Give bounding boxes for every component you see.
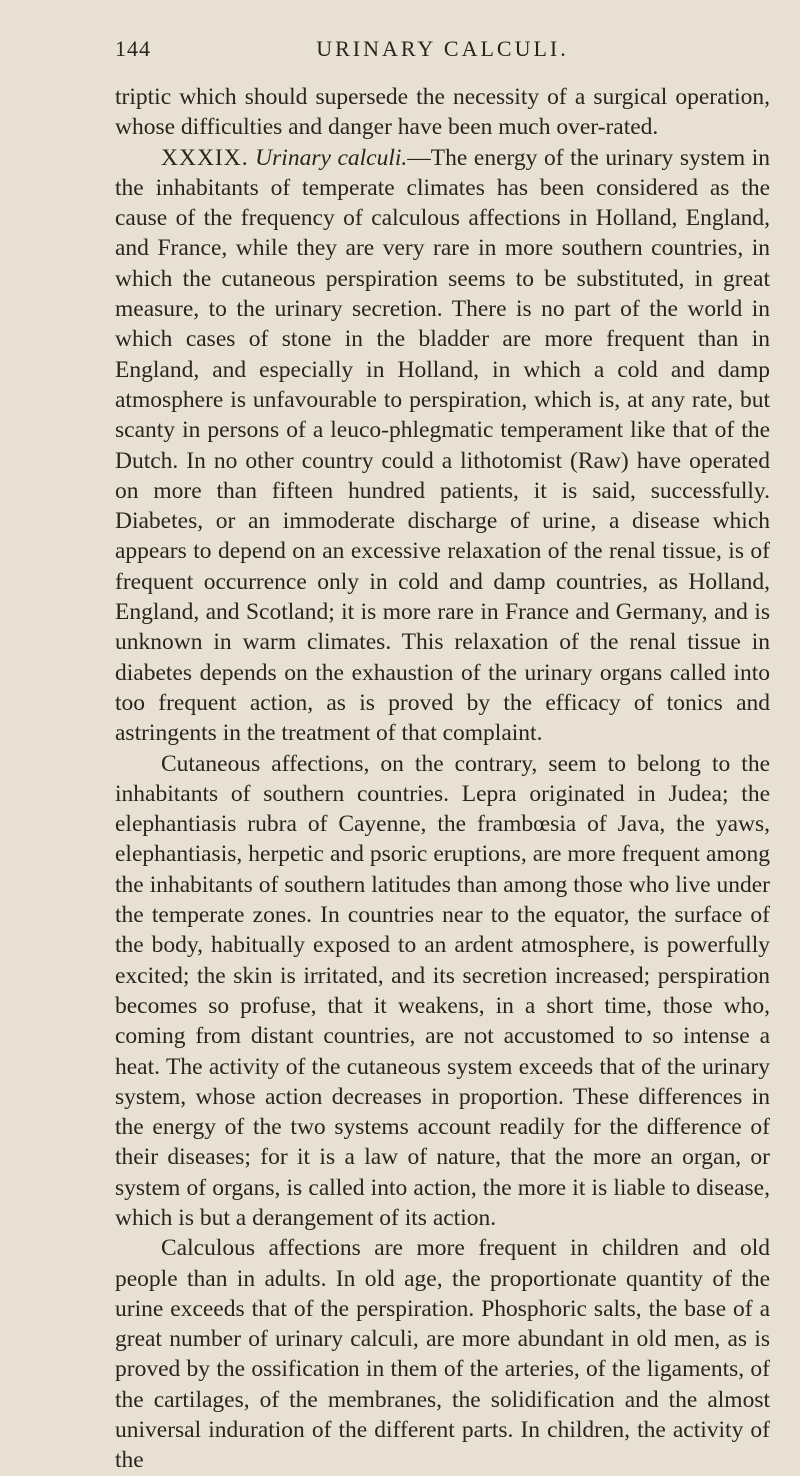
section-title: Urinary calculi.	[255, 144, 408, 171]
page-header	[115, 28, 770, 68]
running-head: URINARY CALCULI.	[316, 36, 569, 61]
paragraph-1: triptic which should supersede the necessity of a surgical operation, whose difficulties and danger have been much over-rated.	[115, 84, 770, 141]
page-number: 144	[115, 36, 151, 61]
paragraph-3: Cutaneous affections, on the contrary, seem to belong to the inhabitants of southern countries. Lepra originated in Judea; the elephantiasis rubra of Cayenne, the frambœsia of Java, the yaws, elephantiasis, herpetic and psoric eruptions, are more frequent among the inhabitants of southern latitudes than among those who live under the temperate zones. In countries near to the equator, the surface of the body, habitually exposed to an ardent atmosphere, is powerfully excited; the skin is irritated, and its secretion increased; perspiration becomes so profuse, that it weakens, in a short time, those who, coming from distant countries, are not accustomed to so intense a heat. The activity of the cutaneous system exceeds that of the urinary system, whose action decreases in proportion. These differences in the energy of the two systems account readily for the difference of their diseases; for it is a law of nature, that the more an organ, or system of organs, is called into action, the more it is liable to disease, which is but a derangement of its action.	[115, 750, 770, 1231]
body-text	[115, 82, 770, 1476]
paragraph-2	[115, 143, 770, 749]
section-number: XXXIX.	[161, 144, 249, 171]
paragraph-4: Calculous affections are more frequent in children and old people than in adults. In old age, the proportionate quantity of the urine exceeds that of the perspiration. Phosphoric salts, the base of a great number of urinary calculi, are more abundant in old men, as is proved by the ossification in them of the arteries, of the ligaments, of the cartilages, of the membranes, the solidification and the almost universal induration of the different parts. In children, the activity of the	[115, 1235, 770, 1474]
paragraph-2-text: —The energy of the urinary system in the inhabitants of temperate climates has been considered as the cause of the frequency of calculous affections in Holland, England, and France, while they are very rare in more southern countries, in which the cutaneous perspiration seems to be substituted, in great measure, to the urinary secretion. There is no part of the world in which cases of stone in the bladder are more frequent than in England, and especially in Holland, in which a cold and damp atmosphere is unfavourable to perspiration, which is, at any rate, but scanty in persons of a leuco-phlegmatic temperament like that of the Dutch. In no other country could a lithotomist (Raw) have operated on more than fifteen hundred patients, it is said, successfully. Diabetes, or an immoderate discharge of urine, a disease which appears to depend on an excessive relaxation of the renal tissue, is of frequent occurrence only in cold and damp countries, as Holland, England, and Scotland; it is more rare in France and Germany, and is unknown in warm climates. This relaxation of the renal tissue in diabetes depends on the exhaustion of the urinary organs called into too frequent action, as is proved by the efficacy of tonics and astringents in the treatment of that complaint.	[115, 144, 770, 747]
